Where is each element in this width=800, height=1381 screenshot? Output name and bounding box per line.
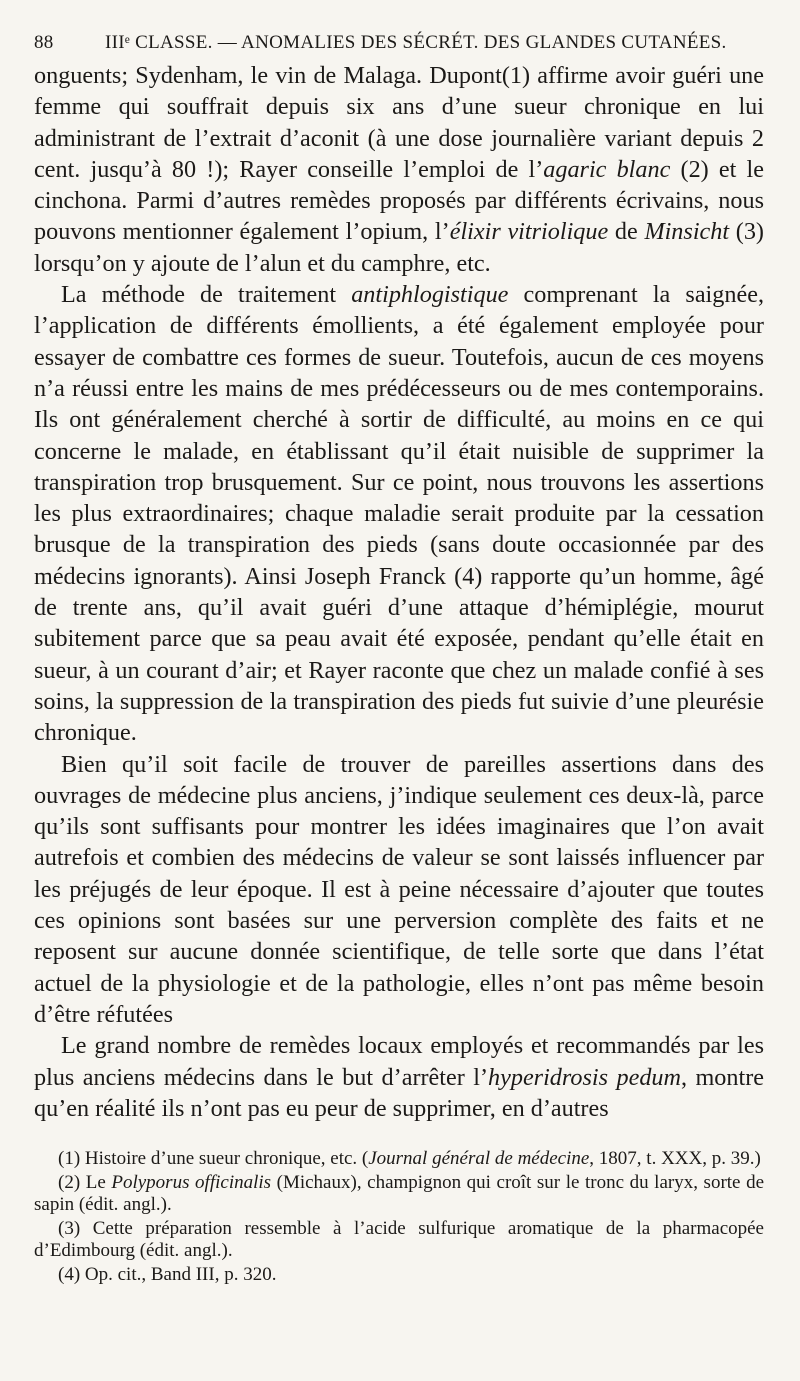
footnote-number: (4) [58,1264,81,1286]
page-number: 88 [34,32,54,53]
text-run: de [608,218,645,246]
italic-term: Journal général de médecine [368,1148,590,1170]
text-run: comprenant la saignée, l’application de différents émollients, a été également employée pour essayer de combattre ces formes de sueur. Toutefois, aucun de ces moyens n’a réussi entre les mains de mes prédécesseurs ou de mes contemporains. Ils ont généralement cherché à sortir de difficulté, au moins en ce qui concerne le malade, en établissant qu’il était nuisible de supprimer la transpiration trop brusquement. Sur ce point, nous trouvons les assertions les plus extraordinaires; chaque maladie serait produite par la cessation brusque de la transpiration des pieds (sans doute occasionnée par des médecins ignorants). Ainsi Joseph Franck (4) rapporte qu’un homme, âgé de trente ans, qu’il avait guéri d’une attaque d’hémiplégie, mourut subitement parce que sa peau avait été exposée, pendant qu’elle était en sueur, à un courant d’air; et Rayer raconte que chez un malade confié à ses soins, la suppression de la transpiration des pieds fut suivie d’une pleurésie chronique. [34,281,764,747]
text-run: La méthode de traitement [61,281,352,309]
main-text [34,60,764,1124]
text-run: onguents; Sydenham, le vin de Malaga. Dupont(1) affirme avoir guéri une femme qui souffrait depuis six ans d’une sueur chronique en lui administrant de l’extrait d’aconit (à une dose journalière variant depuis 2 cent. jusqu’à 80 !); Rayer conseille l’emploi de l’ [34,62,764,183]
text-run: Op. cit., Band III, p. 320. [80,1264,277,1286]
paragraph-antiphlogistic [34,279,764,748]
footnote-number: (3) [58,1218,81,1240]
paragraph-assertions: Bien qu’il soit facile de trouver de pareilles assertions dans des ouvrages de médecine plus anciens, j’indique seulement ces deux-là, parce qu’ils sont suffisants pour montrer les idées imaginaires que l’on avait autrefois et combien des médecins de valeur se sont laissés influencer par les préjugés de leur époque. Il est à peine nécessaire d’ajouter que toutes ces opinions sont basées sur une perversion complète des faits et ne reposent sur aucune donnée scientifique, de telle sorte que dans l’état actuel de la physiologie et de la pathologie, elles n’ont pas même besoin d’être réfutées [34,750,764,1028]
text-run: Histoire d’une sueur chronique, etc. ( [80,1148,369,1170]
italic-term: Polyporus officinalis [111,1172,272,1194]
text-run: (Michaux), champignon qui croît sur le tronc du laryx, sorte de sapin (édit. angl.). [34,1172,764,1216]
paragraph-local-remedies [34,1030,764,1124]
running-header [34,28,764,60]
text-run: , 1807, t. XXX, p. 39.) [589,1148,761,1170]
text-run: (3) lorsqu’on y ajoute de l’alun et du camphre, etc. [34,218,764,277]
text-run: Le grand nombre de remèdes locaux employés et recommandés par les plus anciens médecins dans le but d’arrêter l’ [34,1032,764,1091]
text-run: (2) et le cinchona. Parmi d’autres remèdes proposés par différents écrivains, nous pouvons mentionner également l’opium, l’ [34,155,764,246]
text-run: Le [80,1172,112,1194]
italic-term: élixir vitriolique [449,218,609,246]
footnote-4 [34,1264,764,1286]
italic-term: antiphlogistique [351,281,509,309]
footnote-number: (2) [58,1172,81,1194]
text-run: , montre qu’en réalité ils n’ont pas eu peur de supprimer, en d’autres [34,1063,764,1122]
footnote-number: (1) [58,1148,81,1170]
italic-term: Minsicht [644,218,730,246]
italic-term: hyperidrosis pedum [488,1063,681,1091]
italic-term: agaric blanc [543,155,671,183]
paragraph-continuation [34,60,764,279]
footnote-3 [34,1218,764,1262]
footnotes [34,1148,764,1286]
running-title: IIIᵉ CLASSE. — ANOMALIES DES SÉCRÉT. DES GLANDES CUTANÉES. [105,32,727,53]
text-run: Cette préparation ressemble à l’acide sulfurique aromatique de la pharmacopée d’Edimbourg (édit. angl.). [34,1218,764,1262]
footnote-2 [34,1172,764,1216]
footnote-1 [34,1148,764,1170]
